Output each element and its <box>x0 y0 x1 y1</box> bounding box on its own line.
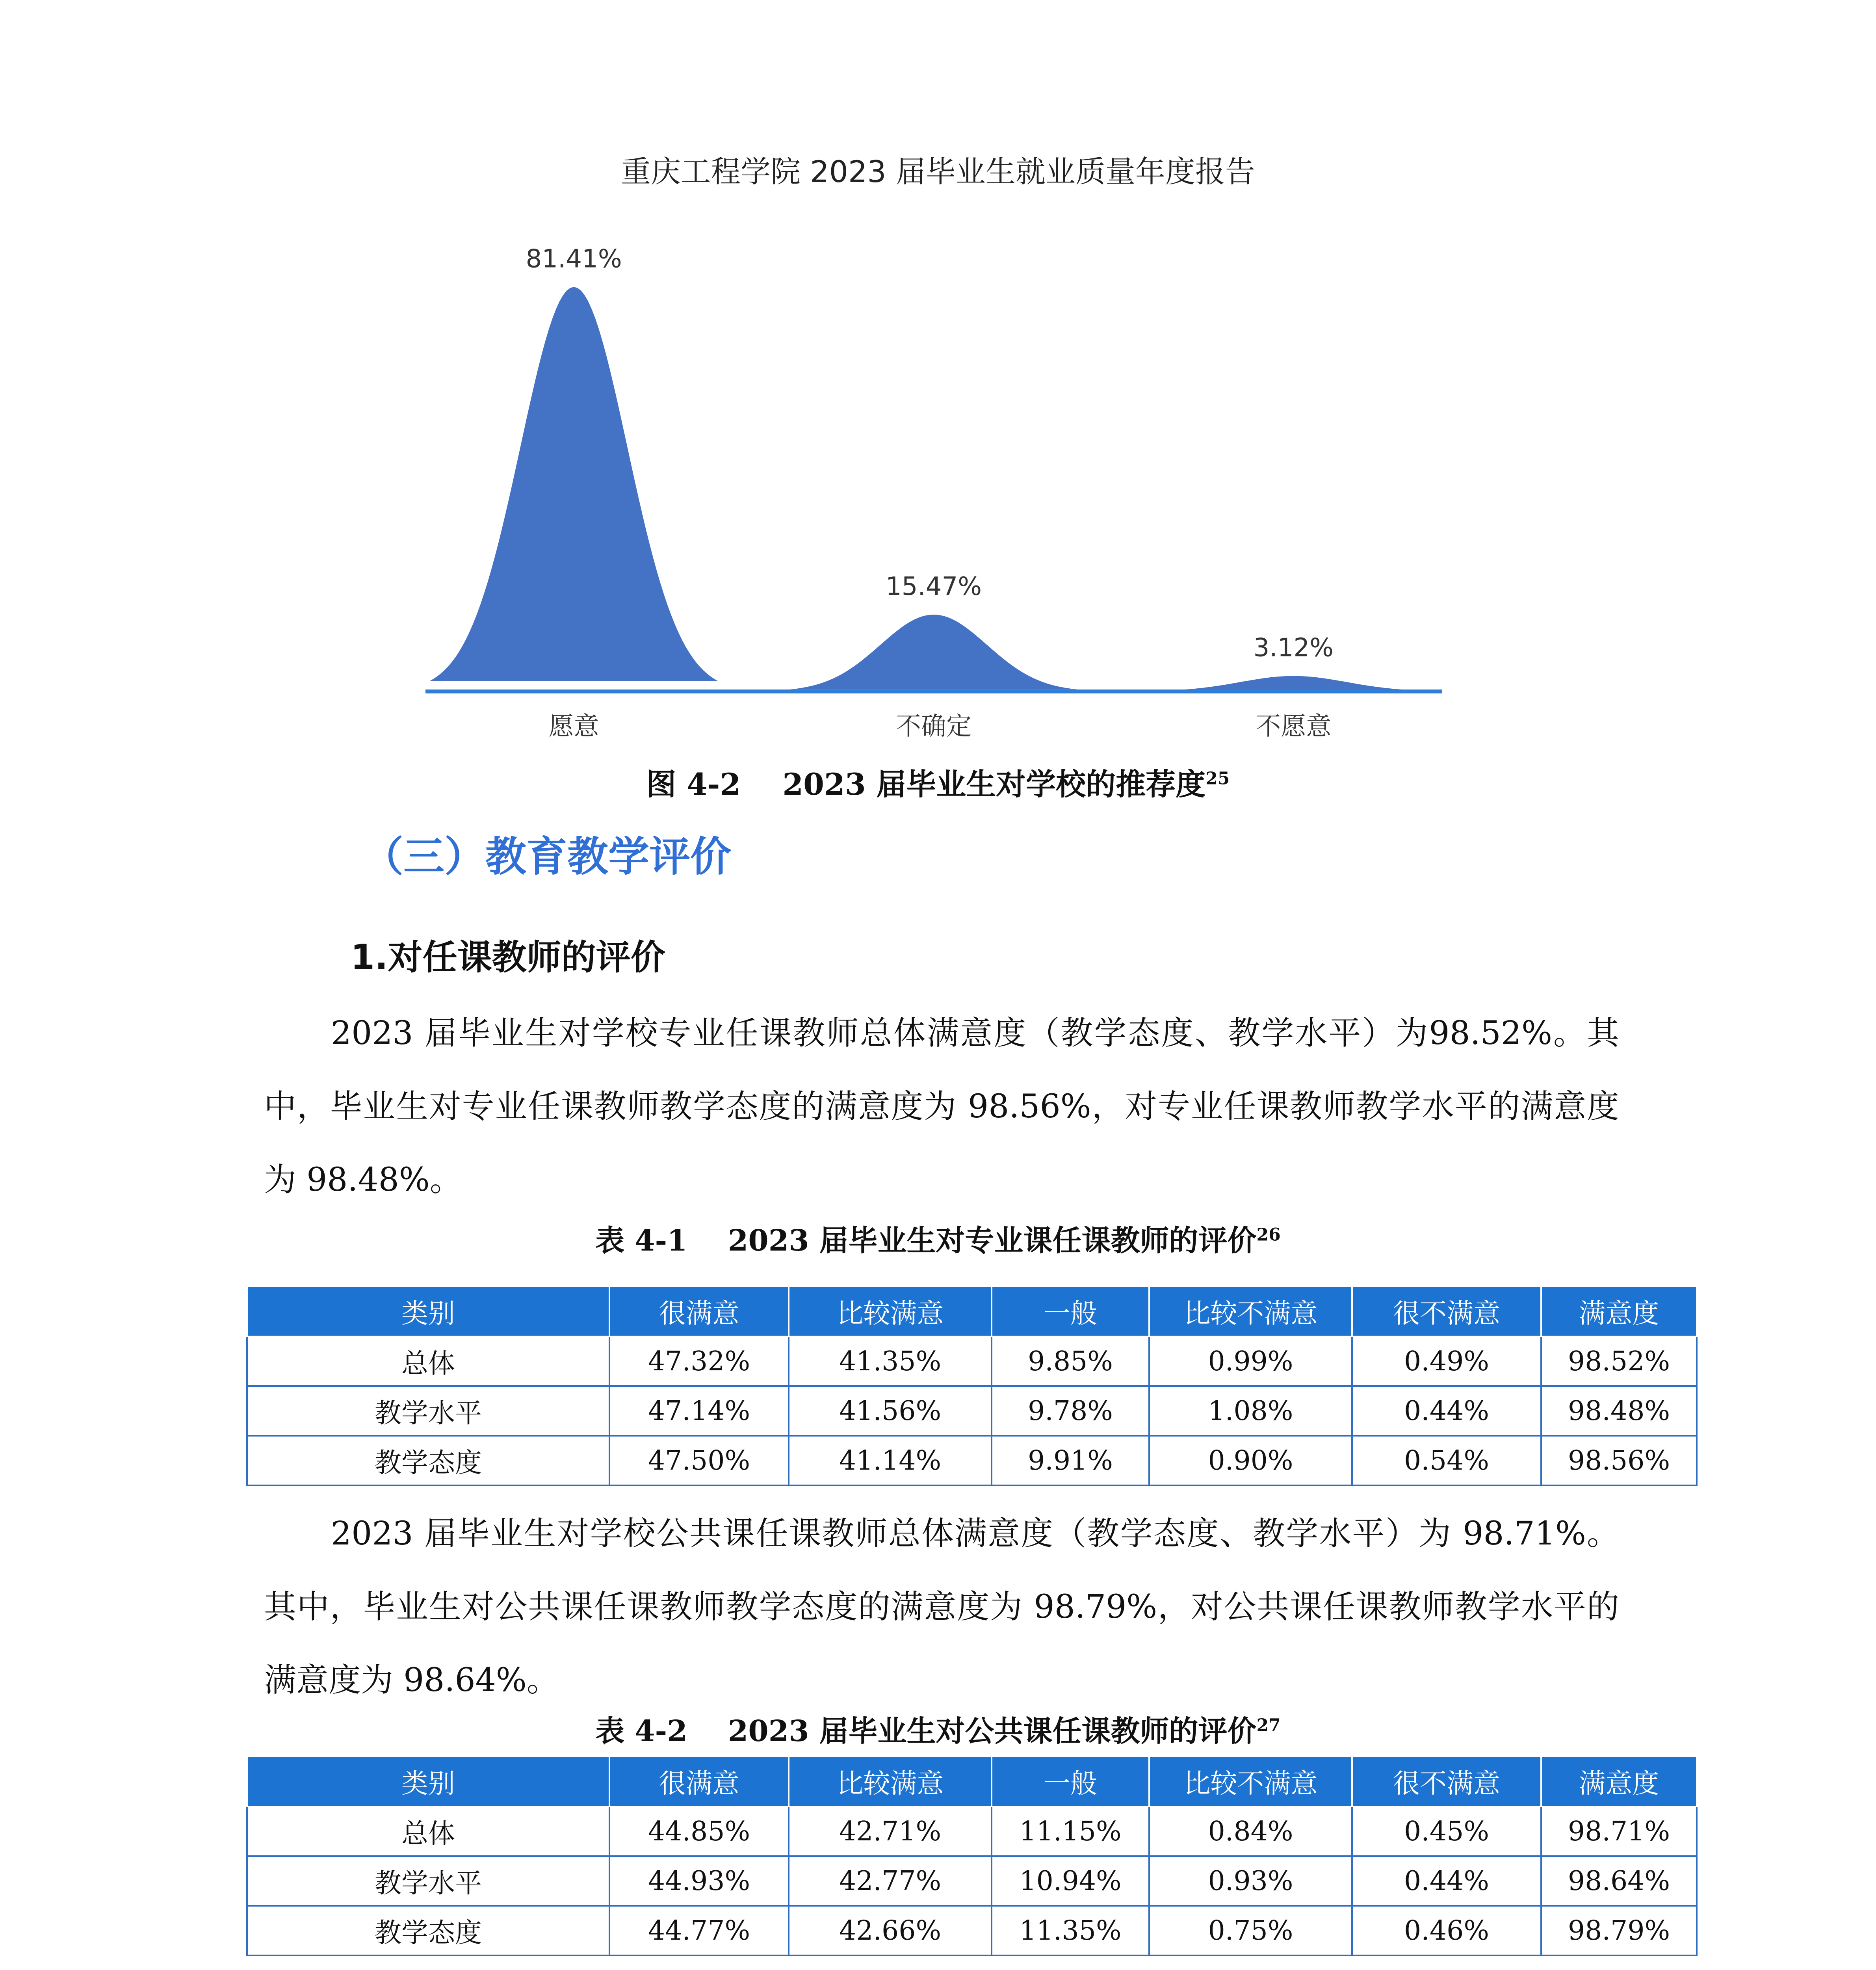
column-header: 满意度 <box>1541 1756 1697 1806</box>
table-cell: 总体 <box>247 1806 609 1856</box>
column-header: 比较不满意 <box>1149 1756 1352 1806</box>
recommendation-chart <box>394 229 1473 753</box>
table-cell: 0.46% <box>1352 1906 1541 1955</box>
page-header: 重庆工程学院 2023 届毕业生就业质量年度报告 <box>621 154 1255 189</box>
table-cell: 98.79% <box>1541 1906 1697 1955</box>
category-label: 不愿意 <box>1256 712 1332 741</box>
table-header-row <box>247 1756 1697 1806</box>
table-caption <box>0 1217 1876 1259</box>
footnote-ref: 27 <box>1256 1715 1281 1736</box>
peak-1 <box>790 615 1078 690</box>
table-cell: 0.75% <box>1149 1906 1352 1955</box>
professional-teacher-table <box>246 1285 1698 1486</box>
column-header: 比较满意 <box>789 1756 992 1806</box>
public-course-teacher-table <box>246 1755 1698 1956</box>
table-cell: 0.45% <box>1352 1806 1541 1856</box>
peak-2 <box>1150 676 1438 691</box>
table-label: 表 4-2 <box>595 1714 687 1748</box>
table-cell: 44.77% <box>609 1906 789 1955</box>
column-header: 很不满意 <box>1352 1756 1541 1806</box>
table-cell: 44.93% <box>609 1856 789 1906</box>
table-cell: 42.71% <box>789 1806 992 1856</box>
table-cell: 0.54% <box>1352 1436 1541 1485</box>
table-label: 表 4-1 <box>595 1224 687 1258</box>
table-row <box>247 1336 1697 1386</box>
table-cell: 0.93% <box>1149 1856 1352 1906</box>
table-cell: 98.64% <box>1541 1856 1697 1906</box>
table-row <box>247 1436 1697 1485</box>
data-label: 81.41% <box>526 244 622 274</box>
table-cell: 11.15% <box>992 1806 1149 1856</box>
table-cell: 47.32% <box>609 1336 789 1386</box>
table-cell: 0.90% <box>1149 1436 1352 1485</box>
table-cell: 总体 <box>247 1336 609 1386</box>
column-header: 一般 <box>992 1756 1149 1806</box>
table-cell: 42.77% <box>789 1856 992 1906</box>
column-header: 很满意 <box>609 1286 789 1336</box>
figure-label: 图 4-2 <box>646 767 741 802</box>
paragraph <box>264 1497 1619 1717</box>
table-cell: 教学水平 <box>247 1386 609 1436</box>
subsection-title: 1.对任课教师的评价 <box>351 937 665 978</box>
column-header: 类别 <box>247 1286 609 1336</box>
table-cell: 0.84% <box>1149 1806 1352 1856</box>
table-header-row <box>247 1286 1697 1336</box>
footnote-ref: 25 <box>1205 768 1230 789</box>
column-header: 比较满意 <box>789 1286 992 1336</box>
table-cell: 0.49% <box>1352 1336 1541 1386</box>
table-title: 2023 届毕业生对公共课任课教师的评价 <box>728 1714 1257 1748</box>
table-cell: 9.91% <box>992 1436 1149 1485</box>
table-cell: 0.99% <box>1149 1336 1352 1386</box>
table-cell: 47.50% <box>609 1436 789 1485</box>
figure-title: 2023 届毕业生对学校的推荐度 <box>782 767 1206 802</box>
category-label: 不确定 <box>896 712 971 741</box>
table-cell: 98.71% <box>1541 1806 1697 1856</box>
table-caption <box>0 1708 1876 1750</box>
table-cell: 98.56% <box>1541 1436 1697 1485</box>
table-cell: 98.48% <box>1541 1386 1697 1436</box>
table-row <box>247 1806 1697 1856</box>
paragraph-text: 2023 届毕业生对学校专业任课教师总体满意度（教学态度、教学水平）为98.52%。其中，毕业生对专业任课教师教学态度的满意度为 98.56%，对专业任课教师教学水平的满意度为 98.48%。 <box>264 1015 1619 1199</box>
table-cell: 42.66% <box>789 1906 992 1955</box>
peak-0 <box>430 287 718 681</box>
table-title: 2023 届毕业生对专业课任课教师的评价 <box>728 1224 1257 1258</box>
figure-caption <box>0 760 1876 803</box>
table-cell: 教学态度 <box>247 1906 609 1955</box>
table-cell: 教学水平 <box>247 1856 609 1906</box>
column-header: 比较不满意 <box>1149 1286 1352 1336</box>
section-title: （三）教育教学评价 <box>362 833 732 881</box>
table-cell: 98.52% <box>1541 1336 1697 1386</box>
table-cell: 41.35% <box>789 1336 992 1386</box>
table-cell: 41.56% <box>789 1386 992 1436</box>
table-cell: 11.35% <box>992 1906 1149 1955</box>
table-cell: 44.85% <box>609 1806 789 1856</box>
paragraph <box>264 997 1619 1217</box>
table-cell: 1.08% <box>1149 1386 1352 1436</box>
paragraph-text: 2023 届毕业生对学校公共课任课教师总体满意度（教学态度、教学水平）为 98.71%。其中，毕业生对公共课任课教师教学态度的满意度为 98.79%，对公共课任课教师教学水平的满意度为 98.64%。 <box>264 1515 1619 1699</box>
column-header: 满意度 <box>1541 1286 1697 1336</box>
table-cell: 0.44% <box>1352 1856 1541 1906</box>
table-cell: 9.85% <box>992 1336 1149 1386</box>
table-cell: 47.14% <box>609 1386 789 1436</box>
table-row <box>247 1856 1697 1906</box>
data-label: 15.47% <box>885 572 982 601</box>
table-cell: 9.78% <box>992 1386 1149 1436</box>
category-label: 愿意 <box>548 712 599 741</box>
table-cell: 10.94% <box>992 1856 1149 1906</box>
table-row <box>247 1386 1697 1436</box>
data-label: 3.12% <box>1253 633 1334 663</box>
table-row <box>247 1906 1697 1955</box>
column-header: 很不满意 <box>1352 1286 1541 1336</box>
table-cell: 41.14% <box>789 1436 992 1485</box>
table-cell: 0.44% <box>1352 1386 1541 1436</box>
column-header: 很满意 <box>609 1756 789 1806</box>
column-header: 一般 <box>992 1286 1149 1336</box>
column-header: 类别 <box>247 1756 609 1806</box>
table-cell: 教学态度 <box>247 1436 609 1485</box>
footnote-ref: 26 <box>1256 1225 1281 1245</box>
